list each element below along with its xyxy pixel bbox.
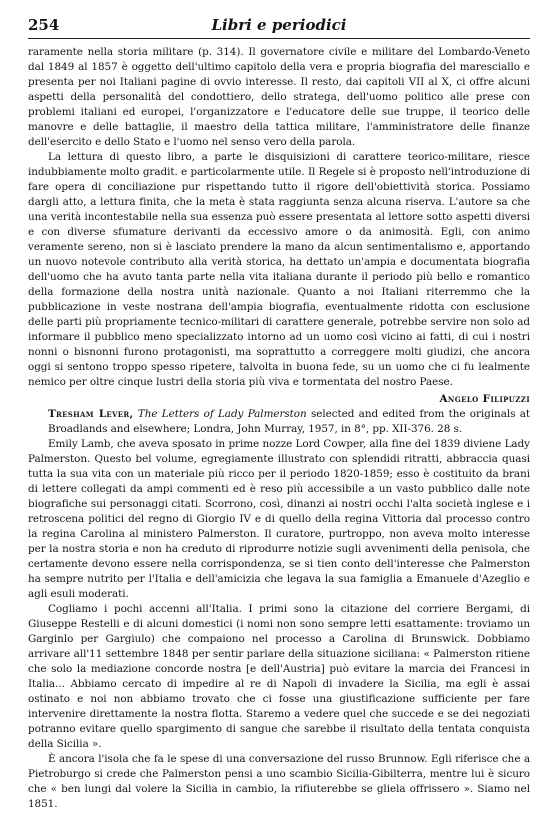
review-continuation	[28, 45, 530, 407]
review-1-paragraph-2: La lettura di questo libro, a parte le disquisizioni di carattere teorico-militare, riesce indubbiamente molto gradit. e particolarmente utile. Il Regele si è proposto nell'introduzione di fare opera di conciliazione pur rispettando tutto il rigore dell'obiettività storica. Possiamo dargli atto, a lettura finita, che la meta è stata raggiunta senza alcuna riserva. L'autore sa che una verità incontestabile nella sua essenza può essere presentata al lettore sotto aspetti diversi e con diverse sfumature derivanti da eccessivo amore o da animosità. Egli, con animo veramente sereno, non si è lasciato prendere la mano da alcun sentimentalismo e, apportando un nuovo notevole contributo alla verità storica, ha dettato un'ampia e documentata biografia dell'uomo che ha avuto tanta parte nella vita italiana durante il periodo più bello e romantico della formazione della nostra unità nazionale. Quanto a noi Italiani riterremmo che la pubblicazione in veste nostrana dell'ampia biografia, eventualmente ridotta con esclusione delle parti più propriamente tecnico-militari di carattere generale, potrebbe servire non solo ad informare il pubblico meno specializzato intorno ad un uomo così vicino ai fatti, di cui i nostri nonni o bisnonni furono protagonisti, ma soprattutto a correggere molti giudizi, che ancora oggi si sentono troppo spesso ripetere, talvolta in buona fede, su un uomo che ci fu lealmente nemico per oltre cinque lustri della storia più viva e tormentata del nostro Paese.	[28, 151, 530, 388]
running-title: Libri e periodici	[211, 16, 347, 34]
review-2-paragraph-1: Emily Lamb, che aveva sposato in prime nozze Lord Cowper, alla fine del 1839 diviene Lady Palmerston. Questo bel volume, egregiamente illustrato con splendidi ritratti, abbraccia quasi tutta la sua vita con un materiale più ricco per il periodo 1820-1859; esso è costituito da brani di lettere collegati da ampi commenti ed è reso più accessibile a un vasto pubblico dalle note biografiche sui personaggi citati. Scorrono, così, dinanzi ai nostri occhi l'alta società inglese e i retroscena politici del regno di Giorgio IV e di quello della regina Vittoria dal processo contro la regina Carolina al ministero Palmerston. Il curatore, purtroppo, non aveva molto interesse per la nostra storia e non ha creduto di riprodurre notizie sugli avvenimenti della penisola, che certamente devono essere nella corrispondenza, se si tien conto dell'interesse che Palmerston ha sempre nutrito per l'Italia e dell'amicizia che legava la sua famiglia a Emanuele d'Azeglio e agli esuli moderati.	[28, 438, 530, 600]
reviewer-signature: Angelo Filipuzzi	[439, 393, 530, 405]
page	[28, 12, 530, 812]
book-author: Tresham Lever,	[48, 408, 134, 420]
running-head	[28, 12, 530, 39]
review-lady-palmerston	[28, 407, 530, 812]
review-2-paragraph-2: Cogliamo i pochi accenni all'Italia. I primi sono la citazione del corriere Bergami, di Giuseppe Restelli e di alcuni domestici (i nomi non sono sempre letti esattamente: troviamo un Garginlo per Gargiulo) che compaiono nel processo a Carolina di Brunswick. Dobbiamo arrivare all'11 settembre 1848 per sentir parlare della situazione siciliana: « Palmerston ritiene che solo la mediazione concorde nostra [e dell'Austria] può evitare la marcia dei Francesi in Italia... Abbiamo cercato di impedire al re di Napoli di invadere la Sicilia, ma egli è assai ostinato e noi non abbiamo trovato che ci fosse una giustificazione sufficiente per fare intervenire direttamente la nostra flotta. Staremo a vedere quel che succede e se dei negoziati potranno evitare quello spargimento di sangue che sarebbe il risultato della tentata conquista della Sicilia ».	[28, 603, 530, 750]
review-2-paragraph-3: È ancora l'isola che fa le spese di una conversazione del russo Brunnow. Egli riferisce che a Pietroburgo si crede che Palmerston pensi a uno scambio Sicilia-Gibilterra, mentre lui è sicuro che « ben lungi dal volere la Sicilia in cambio, la rifiuterebbe se gliela offrissero ». Siamo nel 1851.	[28, 753, 530, 810]
book-citation: selected and edited from the originals at Broadlands and elsewhere; Londra, John Murray, 1957, in 8°, pp. XII-376. 28 s.	[48, 408, 530, 435]
review-1-paragraph-1: raramente nella storia militare (p. 314). Il governatore civile e militare del Lombardo-Veneto dal 1849 al 1857 è oggetto dell'ultimo capitolo della vera e propria biografia del maresciallo e presenta per noi Italiani pagine di ovvio interesse. Il resto, dai capitoli VII al X, ci offre alcuni aspetti della personalità del condottiero, dello stratega, dell'uomo politico alle prese con problemi italiani ed europei, l'organizzatore e l'educatore delle sue truppe, il teorico delle manovre e delle battaglie, il maestro della tattica militare, l'amministratore delle finanze dell'esercito e dello Stato e l'uomo nel senso vero della parola.	[28, 46, 530, 148]
book-title: The Letters of Lady Palmerston	[137, 408, 307, 420]
review-2-heading	[28, 407, 530, 437]
page-number: 254	[28, 16, 60, 34]
